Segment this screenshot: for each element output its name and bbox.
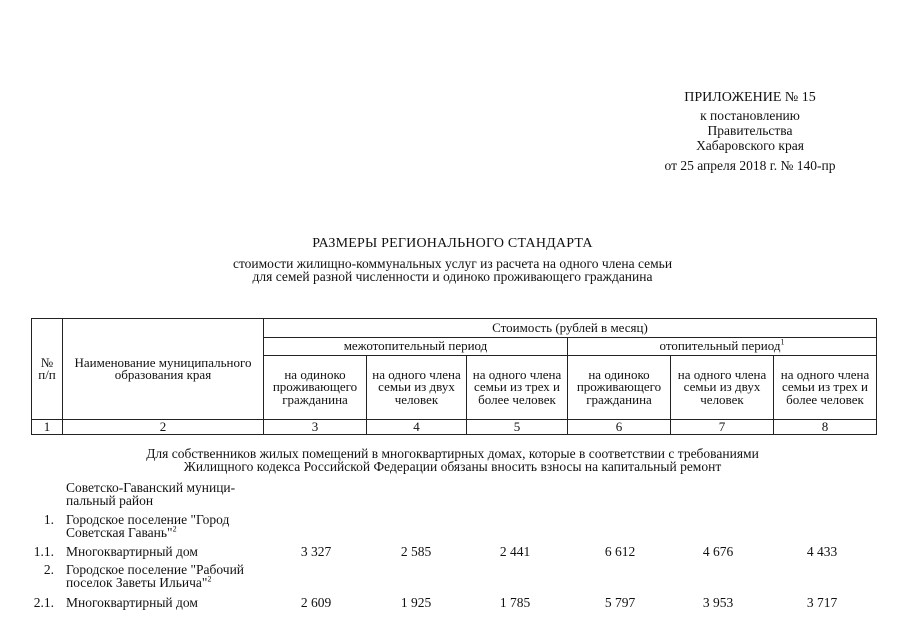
header-col-three-2: на одного члена семьи из трех и более человек xyxy=(774,356,877,420)
footnote-marker: 2 xyxy=(172,524,177,534)
footnote-marker: 2 xyxy=(207,574,212,584)
row-name xyxy=(66,481,266,507)
header-col-two-1: на одного члена семьи из двух человек xyxy=(367,356,467,420)
row-name-line-1: Советско-Гаванский муници- xyxy=(66,480,236,495)
header-name: Наименование муниципального образования края xyxy=(63,319,264,420)
header-col-single-1: на одиноко проживающего гражданина xyxy=(264,356,367,420)
appendix-line-1: к постановлению xyxy=(700,108,800,123)
header-period-heating-label: отопительный период xyxy=(659,338,781,354)
col-number: 6 xyxy=(568,420,671,435)
row-name-line-1: Городское поселение "Город xyxy=(66,512,230,527)
row-name-line-2: пальный район xyxy=(66,493,154,508)
header-period-heating xyxy=(568,338,877,356)
row-number: 1. xyxy=(43,512,54,527)
value-cell: 2 585 xyxy=(400,544,432,559)
value-cell: 3 327 xyxy=(300,544,332,559)
col-number: 4 xyxy=(367,420,467,435)
cost-table-header xyxy=(31,318,877,435)
document-subtitle xyxy=(0,257,905,283)
document-subtitle-line-2: для семей разной численности и одиноко проживающего гражданина xyxy=(252,269,653,284)
col-number: 8 xyxy=(774,420,877,435)
col-number: 1 xyxy=(32,420,63,435)
header-period-nonheating: межотопительный период xyxy=(264,338,568,356)
row-name-line-2 xyxy=(66,576,266,589)
header-col-three-1: на одного члена семьи из трех и более человек xyxy=(467,356,568,420)
row-name xyxy=(66,563,266,589)
row-name-line-1: Городское поселение "Рабочий xyxy=(66,562,245,577)
col-number: 3 xyxy=(264,420,367,435)
appendix-line-2: Правительства xyxy=(707,123,793,138)
value-cell: 1 925 xyxy=(400,595,432,610)
value-cell: 2 609 xyxy=(300,595,332,610)
section-note xyxy=(0,447,905,473)
value-cell: 3 717 xyxy=(806,595,838,610)
section-note-line-2: Жилищного кодекса Российской Федерации обязаны вносить взносы на капитальный ремонт xyxy=(183,459,722,474)
appendix-block xyxy=(630,90,870,173)
header-col-two-2: на одного члена семьи из двух человек xyxy=(671,356,774,420)
row-number: 2. xyxy=(43,562,54,577)
value-cell: 1 785 xyxy=(499,595,531,610)
document-title: РАЗМЕРЫ РЕГИОНАЛЬНОГО СТАНДАРТА xyxy=(312,236,593,251)
header-col-single-2: на одиноко проживающего гражданина xyxy=(568,356,671,420)
appendix-date: от 25 апреля 2018 г. № 140-пр xyxy=(664,158,836,173)
col-number: 7 xyxy=(671,420,774,435)
row-name xyxy=(66,513,266,539)
header-num: № п/п xyxy=(32,319,63,420)
col-number: 5 xyxy=(467,420,568,435)
col-number: 2 xyxy=(63,420,264,435)
value-cell: 2 441 xyxy=(499,544,531,559)
value-cell: 5 797 xyxy=(604,595,636,610)
row-name-line-2 xyxy=(66,526,266,539)
row-number: 1.1. xyxy=(33,544,54,559)
row-name-text: Советская Гавань" xyxy=(66,525,173,540)
value-cell: 3 953 xyxy=(702,595,734,610)
row-name: Многоквартирный дом xyxy=(66,595,198,610)
header-cost: Стоимость (рублей в месяц) xyxy=(264,319,877,338)
value-cell: 6 612 xyxy=(604,544,636,559)
value-cell: 4 676 xyxy=(702,544,734,559)
document-subtitle-line-1: стоимости жилищно-коммунальных услуг из расчета на одного члена семьи xyxy=(232,256,673,271)
footnote-marker: 1 xyxy=(780,337,785,347)
section-note-line-1: Для собственников жилых помещений в многоквартирных домах, которые в соответствии с требованиями xyxy=(146,446,759,461)
appendix-line-3: Хабаровского края xyxy=(696,138,804,153)
row-number: 2.1. xyxy=(33,595,54,610)
row-name-text: поселок Заветы Ильича" xyxy=(66,575,208,590)
row-name: Многоквартирный дом xyxy=(66,544,198,559)
value-cell: 4 433 xyxy=(806,544,838,559)
appendix-title: ПРИЛОЖЕНИЕ № 15 xyxy=(684,90,816,105)
